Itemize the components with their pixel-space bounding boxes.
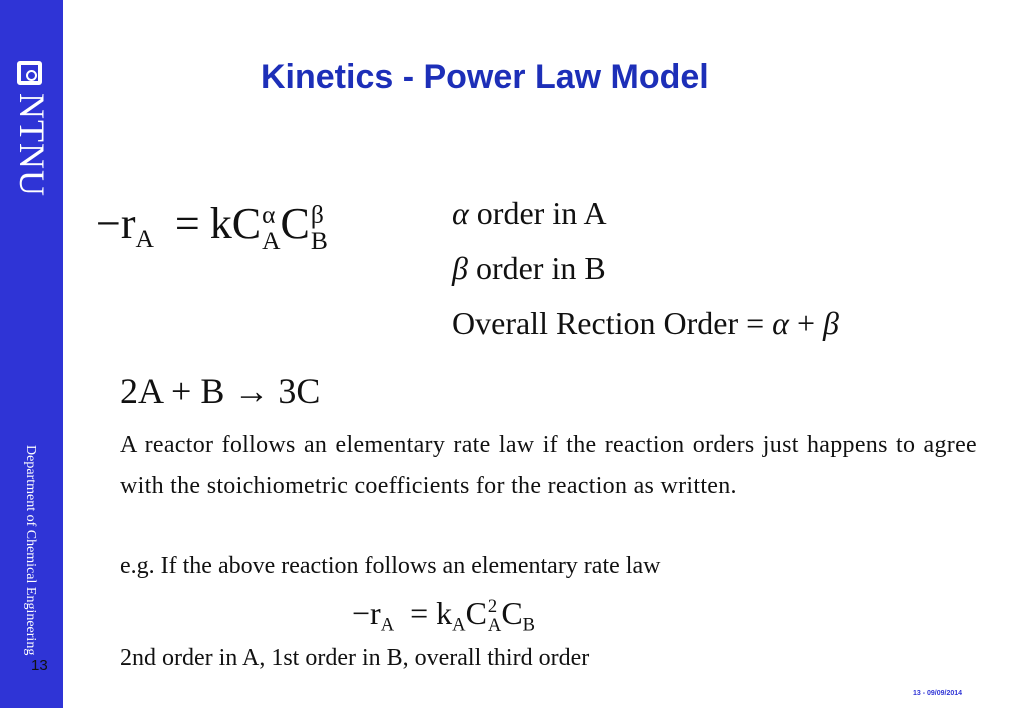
rate-constant: k — [436, 595, 453, 631]
alpha-exponent: α — [262, 200, 276, 230]
concentration-a: C — [231, 199, 262, 248]
rate-subscript: A — [135, 223, 154, 253]
plus-sign: + — [788, 305, 823, 341]
conclusion-text: 2nd order in A, 1st order in B, overall third order — [120, 645, 590, 671]
reaction-equation: 2A + B → 3C — [120, 371, 321, 411]
b-subscript: B — [522, 614, 536, 636]
equals-sign: = — [174, 199, 200, 248]
alpha-order-line — [452, 186, 839, 241]
a-subscript: A — [487, 614, 502, 636]
beta-exponent: β — [310, 200, 324, 230]
example-text: e.g. If the above reaction follows an elementary rate law — [120, 553, 661, 579]
alpha-symbol: α — [452, 195, 469, 231]
rate-constant: k — [209, 199, 232, 248]
overall-alpha: α — [772, 305, 789, 341]
concentration-b-indices — [311, 202, 328, 253]
power-law-equation — [96, 198, 328, 254]
sidebar — [0, 0, 63, 708]
equals-sign: = — [410, 595, 429, 631]
page-number: 13 — [31, 657, 48, 674]
rate-symbol: r — [370, 595, 381, 631]
beta-order-text: order in B — [467, 250, 606, 286]
footer-date: 13 - 09/09/2014 — [913, 690, 963, 697]
rate-symbol: r — [120, 199, 136, 248]
b-subscript: B — [310, 225, 328, 255]
order-definitions — [452, 186, 839, 351]
concentration-a-indices — [488, 598, 501, 635]
beta-symbol: β — [452, 250, 468, 286]
rate-subscript: A — [380, 614, 395, 636]
overall-order-line — [452, 296, 839, 351]
ntnu-logo-icon — [17, 61, 42, 85]
minus-sign: − — [352, 595, 371, 631]
elementary-rate-equation — [352, 595, 535, 636]
minus-sign: − — [96, 199, 121, 248]
concentration-b: C — [280, 199, 310, 248]
brand-name: NTNU — [12, 93, 52, 197]
a-exponent: 2 — [487, 596, 498, 618]
overall-beta: β — [823, 305, 839, 341]
overall-order-text: Overall Rection Order = — [452, 305, 773, 341]
concentration-a: C — [465, 595, 487, 631]
a-subscript: A — [262, 225, 281, 255]
alpha-order-text: order in A — [468, 195, 607, 231]
department-label: Department of Chemical Engineering — [23, 445, 38, 656]
concentration-b: C — [501, 595, 523, 631]
k-subscript: A — [452, 614, 466, 636]
beta-order-line — [452, 241, 839, 296]
elementary-rate-paragraph: A reactor follows an elementary rate law if the reaction orders just happens to agree with the stoichiometric coefficients for the reaction as written. — [120, 432, 977, 499]
concentration-a-indices — [262, 202, 280, 253]
slide-title: Kinetics - Power Law Model — [261, 58, 709, 96]
